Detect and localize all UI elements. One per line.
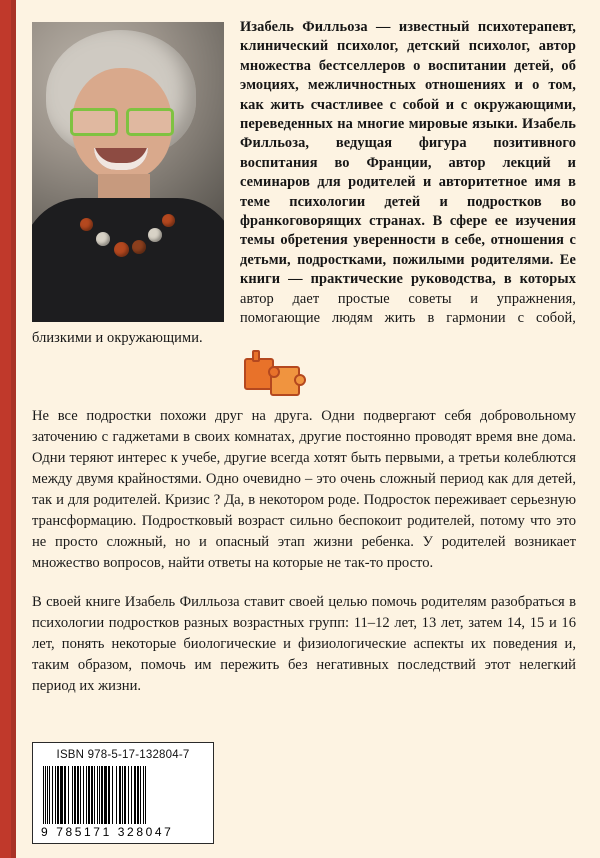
blurb-paragraph-2: В своей книге Изабель Филльоза ставит своей целью помочь родителям разобраться в психологии подростков разных возрастных групп: 11–12 лет, 13 лет, затем 14, 15 и 16 лет, понять некоторые биологические и физиологические аспекты их поведения и, таким образом, помочь им пережить без негативных последствий этот нелегкий период их жизни.: [32, 593, 576, 694]
author-bio-bold: Изабель Филльоза — известный психотерапевт, клинический психолог, детский психолог, автор множества бестселлеров о воспитании детей, об эмоциях, межличностных отношениях и о том, как жить счастливее с собой и с окружающими, переведенных на многие мировые языки. Изабель Филльоза, ведущая фигура позитивного воспитания во Франции, автор лекций и семинаров для родителей и авторитетное имя в теме психологии детей и подростков во франкоговорящих странах. В сфере ее изучения темы обретения уверенности в себе, отношения с детьми, подростками, пожилыми родителями. Ее книги — практические руководства, в которых: [240, 19, 576, 288]
barcode-image: [39, 766, 207, 824]
author-bio-tail: автор дает простые советы и упражнения, помогающие людям жить в гармонии с собой, близкими и окружающими.: [32, 290, 576, 346]
eyeglasses-icon: [70, 108, 174, 132]
puzzle-piece-icon: [244, 354, 308, 398]
photo-necklace: [76, 208, 178, 266]
author-block: [16, 0, 600, 348]
isbn-barcode-box: [32, 742, 214, 844]
blurb: [16, 406, 600, 697]
barcode-digits: 9 785171 328047: [41, 825, 174, 839]
blurb-paragraph-1: Не все подростки похожи друг на друга. Одни подвергают себя добровольному заточению с гаджетами в своих комнатах, другие постоянно проводят время вне дома. Одни теряют интерес к учебе, другие всегда хотят быть первыми, а третьи колеблются между двумя крайностями. Одно очевидно – это очень сложный период как для детей, так и для родителей. Кризис ? Да, в некотором роде. Подросток переживает серьезную трансформацию. Подростковый возраст сильно беспокоит родителей, потому что это не просто сложный, но и опасный этап жизни ребенка. У родителей возникает множество вопросов, найти ответы на которые не так-то просто.: [32, 407, 576, 571]
section-divider: [16, 348, 600, 406]
author-photo: [32, 22, 224, 322]
isbn-text: ISBN 978-5-17-132804-7: [56, 749, 190, 761]
cover-content: [16, 0, 600, 858]
